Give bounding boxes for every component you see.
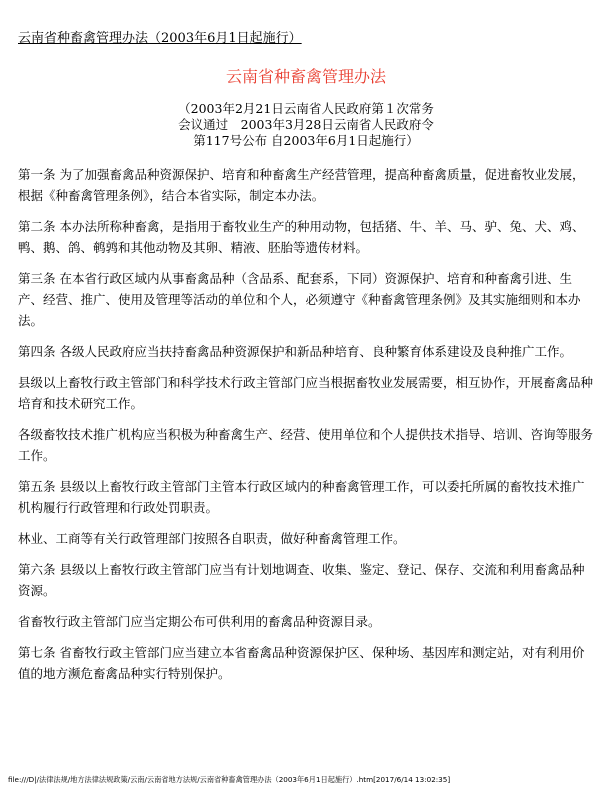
document-title: 云南省种畜禽管理办法 [225, 67, 386, 86]
article-4-paragraph-3: 各级畜牧技术推广机构应当积极为种畜禽生产、经营、使用单位和个人提供技术指导、培训、咨询等服务工作。 [18, 427, 594, 463]
header-title: 云南省种畜禽管理办法（2003年6月1日起施行） [18, 31, 302, 46]
article-5-paragraph: 第五条 县级以上畜牧行政主管部门主管本行政区域内的种畜禽管理工作，可以委托所属的畜牧技术推广机构履行行政管理和行政处罚职责。 [18, 479, 585, 515]
document-body [18, 164, 594, 694]
article-3-paragraph: 第三条 在本省行政区域内从事畜禽品种（含品系、配套系，下同）资源保护、培育和种畜禽引进、生产、经营、推广、使用及管理等活动的单位和个人，必须遵守《种畜禽管理条例》及其实施细则和本办法。 [18, 271, 581, 328]
article-7-paragraph: 第七条 省畜牧行政主管部门应当建立本省畜禽品种资源保护区、保种场、基因库和测定站，对有利用价值的地方濒危畜禽品种实行特别保护。 [18, 645, 585, 681]
article-2-paragraph: 第二条 本办法所称种畜禽，是指用于畜牧业生产的种用动物，包括猪、牛、羊、马、驴、兔、犬、鸡、鸭、鹅、鸽、鹌鹑和其他动物及其卵、精液、胚胎等遗传材料。 [18, 219, 585, 255]
footer-file-path: file:///D|/法律法规/地方法律法规政策/云南/云南省地方法规/云南省种畜禽管理办法（2003年6月1日起施行）.htm[2017/6/14 13:02:35] [8, 775, 451, 784]
article-6-paragraph-2: 省畜牧行政主管部门应当定期公布可供利用的畜禽品种资源目录。 [18, 614, 381, 629]
document-meta [0, 101, 612, 149]
article-4-paragraph-2: 县级以上畜牧行政主管部门和科学技术行政主管部门应当根据畜牧业发展需要，相互协作，开展畜禽品种培育和技术研究工作。 [18, 375, 594, 411]
article-4-paragraph: 第四条 各级人民政府应当扶持畜禽品种资源保护和新品种培育、良种繁育体系建设及良种推广工作。 [18, 344, 572, 359]
document-meta-line: 第117号公布 自2003年6月1日起施行） [193, 133, 419, 148]
article-6-paragraph: 第六条 县级以上畜牧行政主管部门应当有计划地调查、收集、鉴定、登记、保存、交流和利用畜禽品种资源。 [18, 562, 585, 598]
article-5-paragraph-2: 林业、工商等有关行政管理部门按照各自职责，做好种畜禽管理工作。 [18, 531, 406, 546]
article-1-paragraph: 第一条 为了加强畜禽品种资源保护、培育和种畜禽生产经营管理，提高种畜禽质量，促进畜牧业发展，根据《种畜禽管理条例》，结合本省实际，制定本办法。 [18, 167, 585, 203]
document-meta-line: （2003年2月21日云南省人民政府第１次常务 [178, 101, 434, 116]
document-meta-line: 会议通过 2003年3月28日云南省人民政府令 [178, 117, 434, 132]
